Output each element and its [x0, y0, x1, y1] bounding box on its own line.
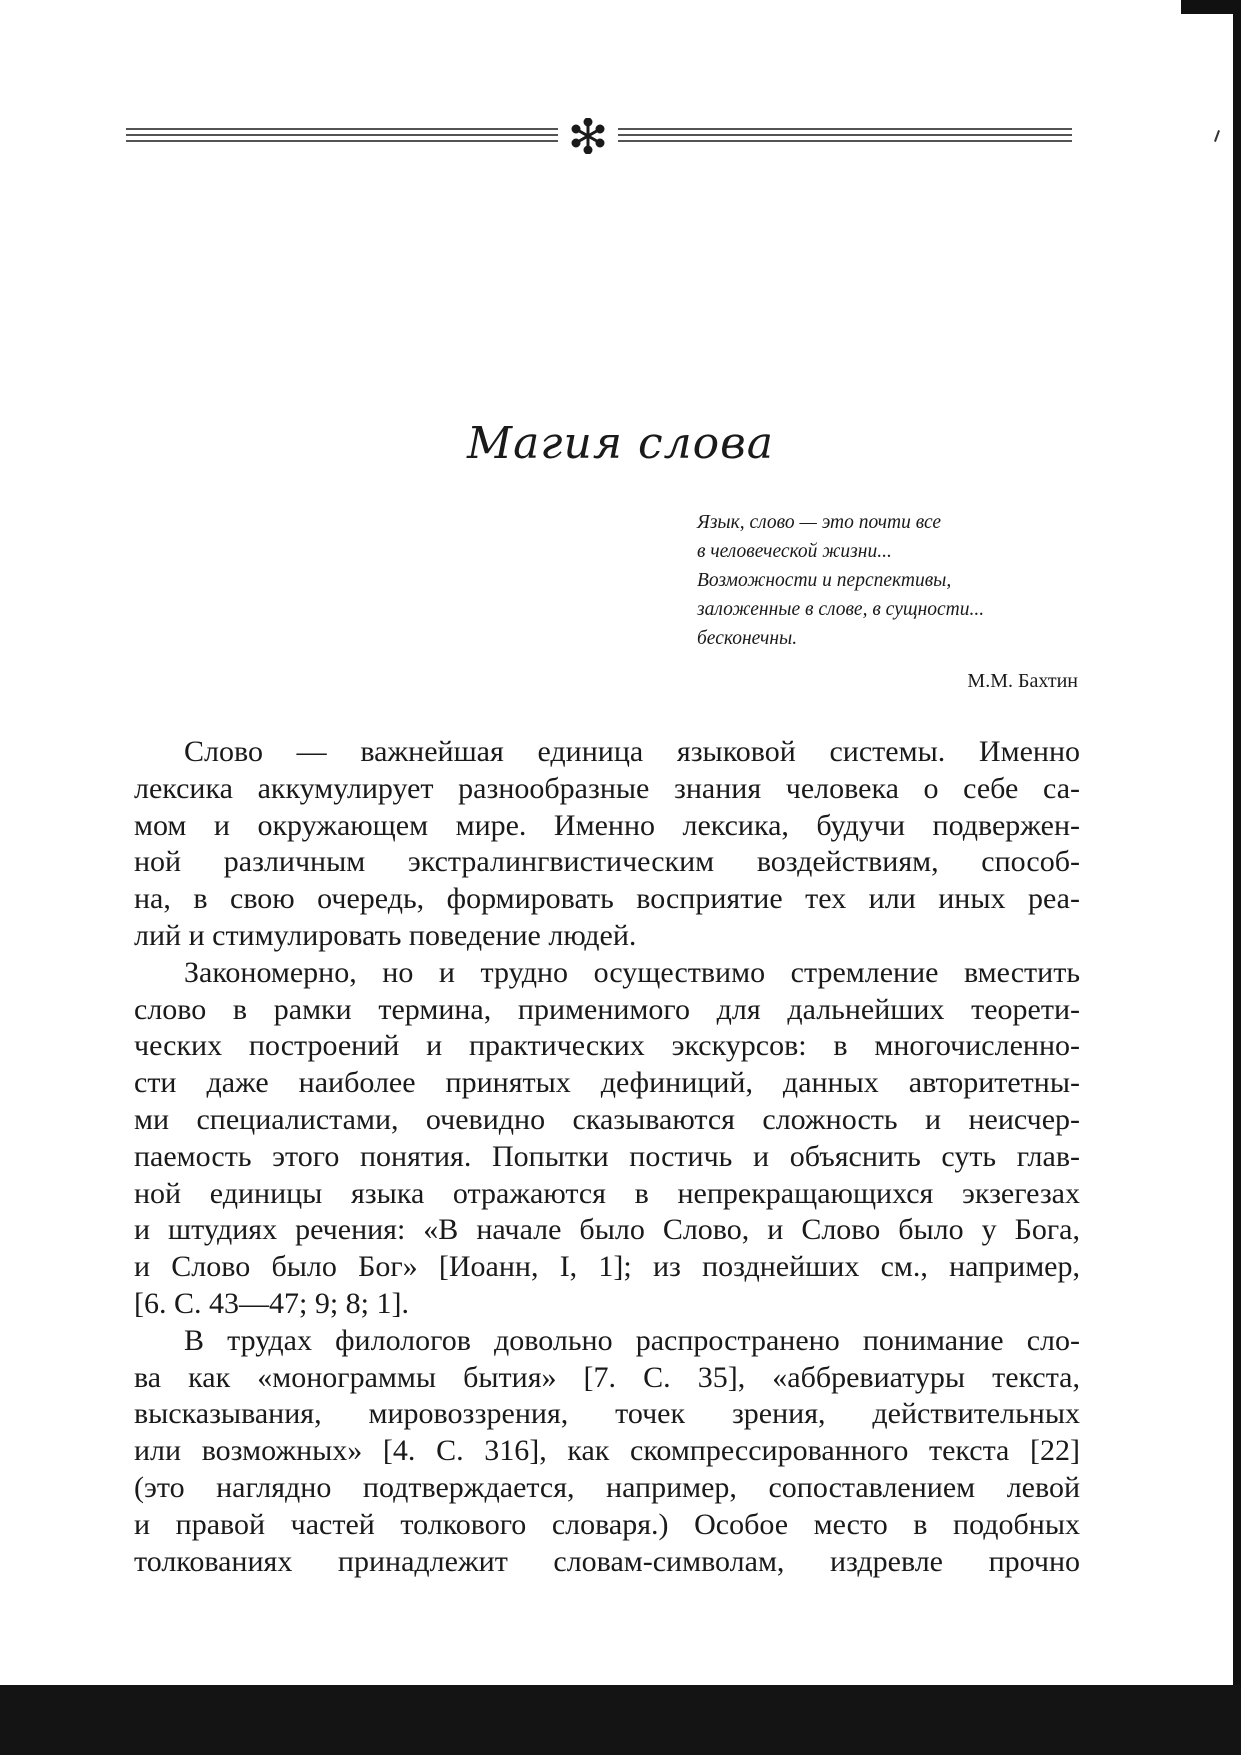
text-line: и Слово было Бог» [Иоанн, I, 1]; из позднейших см., например,: [134, 1250, 1080, 1284]
text-line: мом и окружающем мире. Именно лексика, будучи подвержен-: [134, 808, 1080, 842]
body-text: [134, 734, 1080, 1580]
ornament-divider: [126, 118, 1072, 154]
text-line: слово в рамки термина, применимого для дальнейших теорети-: [134, 992, 1080, 1026]
text-line: ной единицы языка отражаются в непрекращающихся экзегезах: [134, 1176, 1080, 1210]
text-line: и штудиях речения: «В начале было Слово, и Слово было у Бога,: [134, 1213, 1080, 1247]
divider-lines-right: [618, 129, 1072, 141]
epigraph-line: Возможности и перспективы,: [697, 570, 952, 591]
text-line: толкованиях принадлежит словам-символам, издревле прочно: [134, 1544, 1080, 1578]
text-line: В трудах филологов довольно распространено понимание сло-: [184, 1323, 1080, 1357]
text-line: сти даже наиболее принятых дефиниций, данных авторитетны-: [134, 1066, 1080, 1100]
text-line: паемость этого понятия. Попытки постичь и объяснить суть глав-: [134, 1139, 1080, 1173]
text-line: ческих построений и практических экскурсов: в многочисленно-: [134, 1029, 1080, 1063]
asterisk-ornament-icon: [573, 119, 603, 153]
text-line: Закономерно, но и трудно осуществимо стремление вместить: [184, 955, 1080, 989]
epigraph-line: Язык, слово — это почти все: [697, 512, 942, 533]
scan-corner-mark: [1181, 0, 1241, 14]
scan-edge-bottom: [0, 1685, 1241, 1755]
text-line: и правой частей толкового словаря.) Особое место в подобных: [134, 1507, 1080, 1541]
text-line: ва как «монограммы бытия» [7. С. 35], «аббревиатуры текста,: [134, 1360, 1080, 1394]
text-line: лексика аккумулирует разнообразные знания человека о себе са-: [134, 771, 1080, 805]
scan-speck: [1214, 130, 1220, 142]
epigraph-line: в человеческой жизни...: [697, 541, 892, 562]
divider-lines-left: [126, 129, 558, 141]
text-line: [6. С. 43—47; 9; 8; 1].: [134, 1286, 409, 1320]
text-line: ной различным экстралингвистическим воздействиям, способ-: [134, 845, 1080, 879]
text-line: Слово — важнейшая единица языковой системы. Именно: [184, 735, 1080, 768]
text-line: (это наглядно подтверждается, например, сопоставлением левой: [134, 1470, 1080, 1504]
epigraph-line: бесконечны.: [697, 628, 798, 649]
epigraph: [697, 508, 1077, 653]
epigraph-line: заложенные в слове, в сущности...: [697, 599, 985, 620]
text-line: ми специалистами, очевидно сказываются сложность и неисчер-: [134, 1102, 1080, 1136]
text-line: высказывания, мировоззрения, точек зрения, действительных: [134, 1397, 1080, 1431]
chapter-title: Магия слова: [467, 418, 774, 469]
text-line: на, в свою очередь, формировать восприятие тех или иных реа-: [134, 882, 1080, 916]
text-line: лий и стимулировать поведение людей.: [134, 918, 637, 952]
epigraph-author: М.М. Бахтин: [967, 670, 1078, 692]
text-line: или возможных» [4. С. 316], как скомпрессированного текста [22]: [134, 1434, 1080, 1468]
scan-edge-right: [1233, 0, 1241, 1690]
